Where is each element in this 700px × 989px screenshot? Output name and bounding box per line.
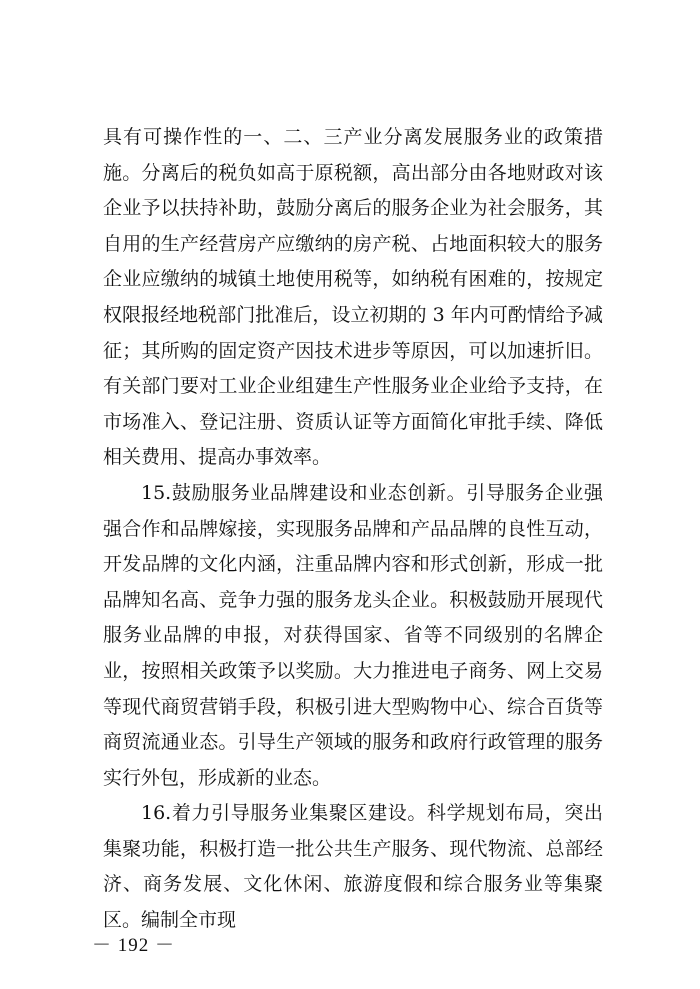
page-number: － 192 － bbox=[92, 935, 176, 956]
paragraph-policy-continuation: 具有可操作性的一、二、三产业分离发展服务业的政策措施。分离后的税负如高于原税额，高出部分由各地财政对该企业予以扶持补助，鼓励分离后的服务企业为社会服务，其自用的生产经营房产应缴纳的房产税、占地面积较大的服务企业应缴纳的城镇土地使用税等，如纳税有困难的，按规定权限报经地税部门批准后，设立初期的 3 年内可酌情给予减征；其所购的固定资产因技术进步等原因，可以加速折旧。有关部门要对工业企业组建生产性服务业企业给予支持，在市场准入、登记注册、资质认证等方面简化审批手续、降低相关费用、提高办事效率。 bbox=[103, 126, 603, 469]
paragraph-item-15: 15.鼓励服务业品牌建设和业态创新。引导服务企业强强合作和品牌嫁接，实现服务品牌和产品品牌的良性互动，开发品牌的文化内涵，注重品牌内容和形式创新，形成一批品牌知名高、竞争力强的服务龙头企业。积极鼓励开展现代服务业品牌的申报，对获得国家、省等不同级别的名牌企业，按照相关政策予以奖励。大力推进电子商务、网上交易等现代商贸营销手段，积极引进大型购物中心、综合百货等商贸流通业态。引导生产领域的服务和政府行政管理的服务实行外包，形成新的业态。 bbox=[103, 481, 603, 789]
body-text bbox=[103, 120, 603, 939]
paragraph-item-16: 16.着力引导服务业集聚区建设。科学规划布局，突出集聚功能，积极打造一批公共生产服务、现代物流、总部经济、商务发展、文化休闲、旅游度假和综合服务业等集聚区。编制全市现 bbox=[103, 802, 603, 932]
